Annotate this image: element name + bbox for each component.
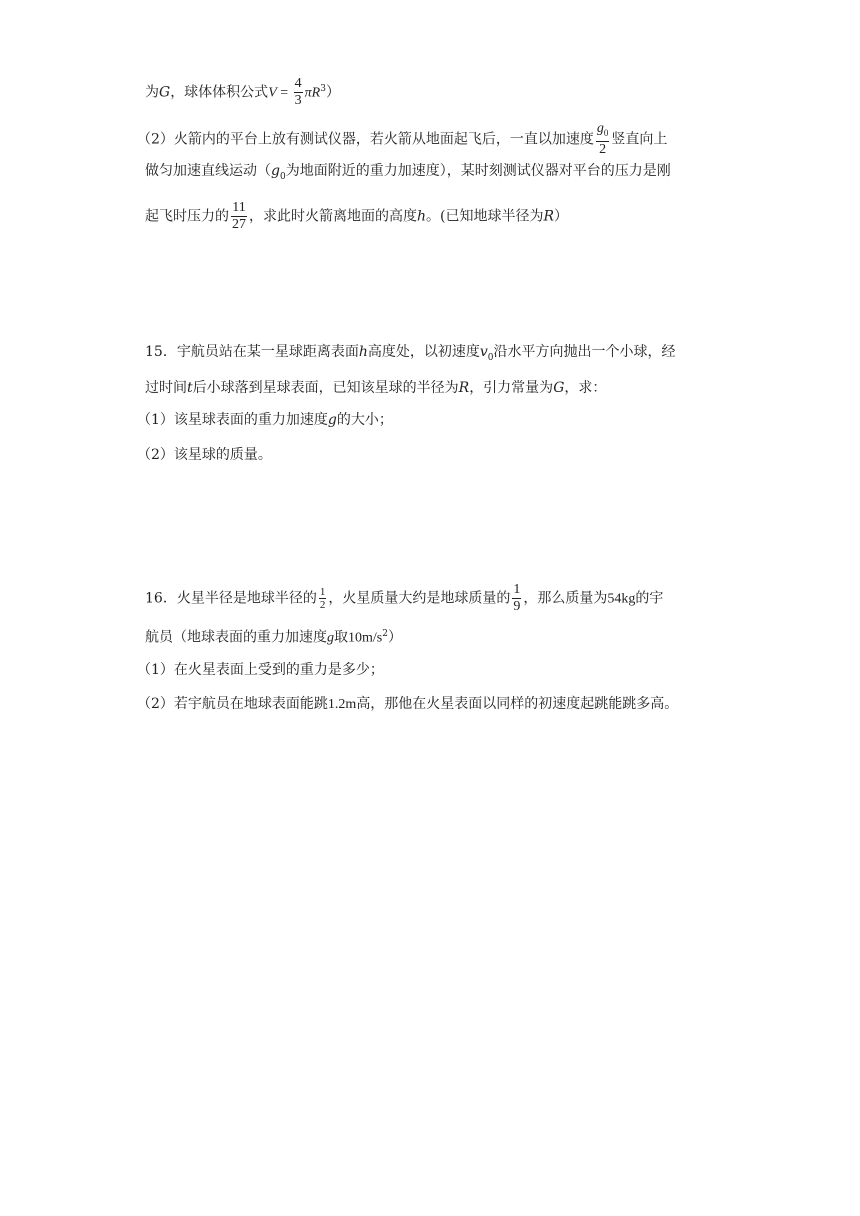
question-14-part-2-line-3: 起飞时压力的 $\frac{11}{27}$ ，求此时火箭离地面的高度h。(已知地球半径为R） xyxy=(145,200,569,232)
equals: = xyxy=(276,85,292,101)
question-15-part-2: （2）该星球的质量。 xyxy=(137,447,272,463)
text: ，球体体积公式 xyxy=(170,84,269,101)
question-14-part-2-line-1: （2）火箭内的平台上放有测试仪器，若火箭从地面起飞后，一直以加速度 $\frac{g_0}{2}$ 竖直向上 xyxy=(137,121,668,157)
question-15-part-1: （1）该星球表面的重力加速度g的大小； xyxy=(137,412,393,428)
question-16-line-1: 16．火星半径是地球半径的 $\frac{1}{2}$ ，火星质量大约是地球质量的 $\frac{1}{9}$ ，那么质量为54kg的宇 xyxy=(145,582,664,614)
question-15-line-1: 15．宇航员站在某一星球距离表面h高度处，以初速度$v_0$沿水平方向抛出一个小球，经 xyxy=(145,344,676,363)
fraction-11-27: $\frac{11}{27}$ xyxy=(232,200,246,232)
text: 为 xyxy=(145,84,159,101)
var-G: G xyxy=(159,84,171,101)
var-V: V xyxy=(268,85,277,101)
formula-line-sphere-volume: 为G，球体体积公式V = $\frac{4}{3}$ $\pi R^3$） xyxy=(145,76,340,108)
pi: π xyxy=(304,85,312,101)
fraction-1-9: $\frac{1}{9}$ xyxy=(513,582,521,614)
question-16-line-2: 航员（地球表面的重力加速度g取$10m/s^2$） xyxy=(145,629,402,646)
fraction-g0-2: $\frac{g_0}{2}$ xyxy=(596,121,609,157)
fraction-4-3: $\frac{4}{3}$ xyxy=(294,76,302,108)
var-R: R xyxy=(311,85,321,101)
question-14-part-2-line-2: 做匀加速直线运动（$g_0$为地面附近的重力加速度），某时刻测试仪器对平台的压力是刚 xyxy=(145,163,671,182)
question-16-part-1: （1）在火星表面上受到的重力是多少； xyxy=(137,662,384,678)
fraction-1-2: $\frac{1}{2}$ xyxy=(319,586,326,611)
question-15-line-2: 过时间t后小球落到星球表面，已知该星球的半径为R，引力常量为G，求： xyxy=(145,380,607,396)
question-16-part-2: （2）若宇航员在地球表面能跳1.2m高，那他在火星表面以同样的初速度起跳能跳多高。 xyxy=(137,696,679,712)
